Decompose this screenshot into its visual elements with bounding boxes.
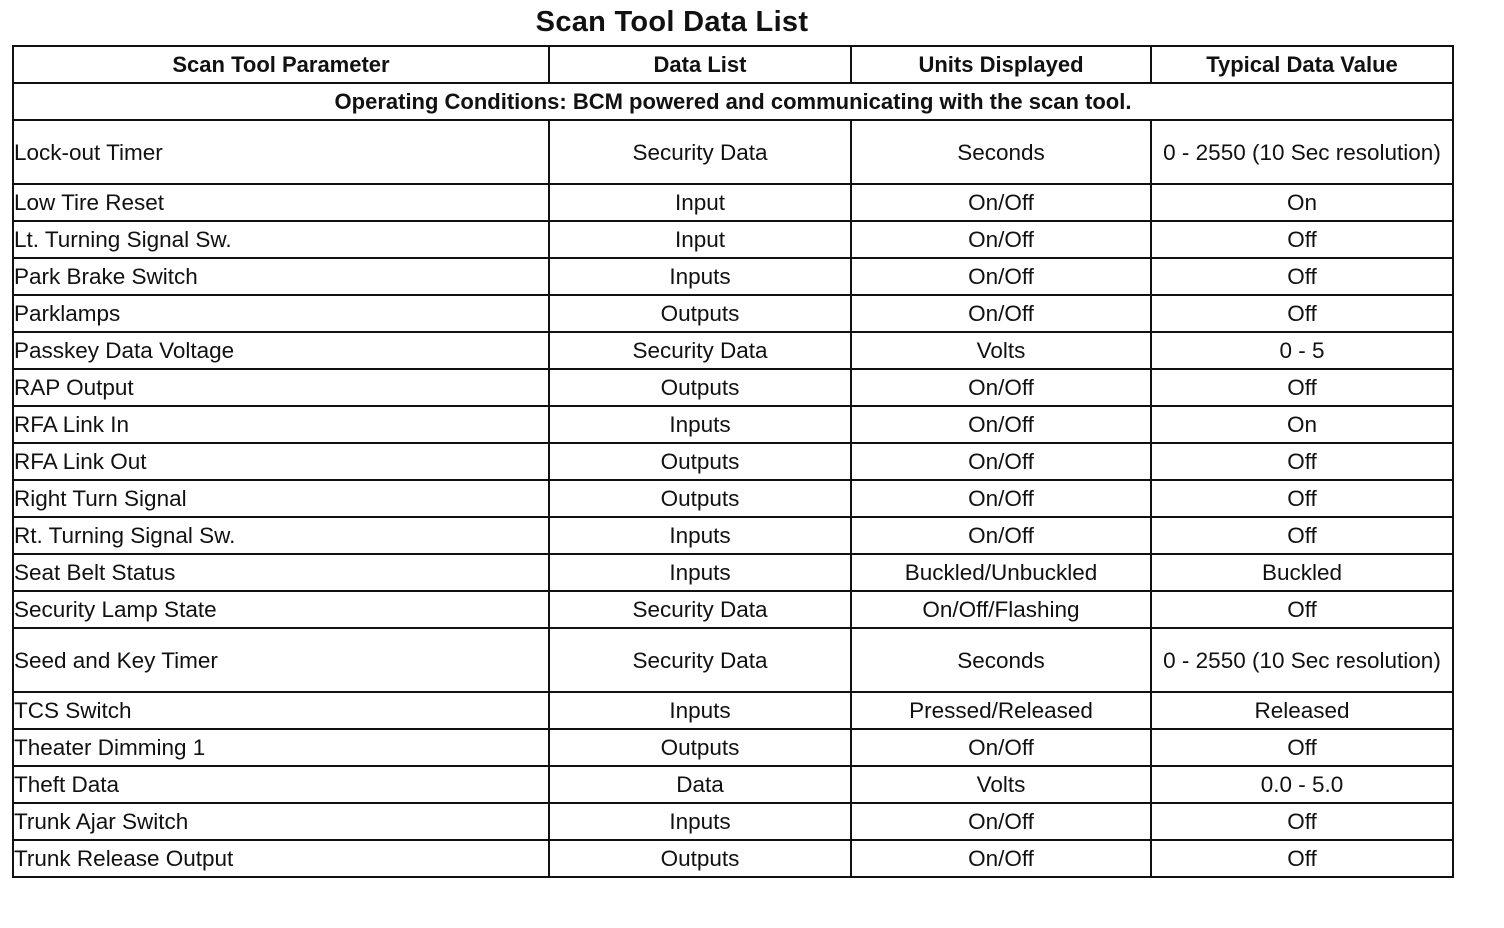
cell-units: On/Off	[851, 406, 1151, 443]
cell-typical-value: Off	[1151, 443, 1453, 480]
table-row	[13, 628, 1453, 692]
cell-units: On/Off	[851, 729, 1151, 766]
cell-typical-value: Off	[1151, 221, 1453, 258]
cell-units: On/Off	[851, 184, 1151, 221]
cell-parameter: Lt. Turning Signal Sw.	[13, 221, 549, 258]
cell-typical-value: 0 - 5	[1151, 332, 1453, 369]
cell-parameter: Theft Data	[13, 766, 549, 803]
cell-units: Buckled/Unbuckled	[851, 554, 1151, 591]
table-row	[13, 840, 1453, 877]
cell-parameter: Low Tire Reset	[13, 184, 549, 221]
cell-typical-value: Off	[1151, 591, 1453, 628]
cell-data-list: Security Data	[549, 332, 851, 369]
scan-tool-data-table	[12, 45, 1454, 878]
cell-data-list: Security Data	[549, 120, 851, 184]
cell-typical-value: Off	[1151, 258, 1453, 295]
cell-typical-value: Released	[1151, 692, 1453, 729]
cell-typical-value: On	[1151, 406, 1453, 443]
cell-units: On/Off	[851, 517, 1151, 554]
cell-parameter: Rt. Turning Signal Sw.	[13, 517, 549, 554]
cell-data-list: Inputs	[549, 517, 851, 554]
table-row	[13, 803, 1453, 840]
header-units: Units Displayed	[851, 46, 1151, 83]
table-row	[13, 766, 1453, 803]
cell-data-list: Outputs	[549, 480, 851, 517]
cell-units: On/Off	[851, 258, 1151, 295]
table-row	[13, 221, 1453, 258]
header-data-list: Data List	[549, 46, 851, 83]
cell-data-list: Input	[549, 221, 851, 258]
cell-data-list: Data	[549, 766, 851, 803]
cell-parameter: Passkey Data Voltage	[13, 332, 549, 369]
cell-parameter: Security Lamp State	[13, 591, 549, 628]
cell-typical-value: Off	[1151, 517, 1453, 554]
cell-units: Pressed/Released	[851, 692, 1151, 729]
cell-parameter: TCS Switch	[13, 692, 549, 729]
table-row	[13, 120, 1453, 184]
cell-parameter: Right Turn Signal	[13, 480, 549, 517]
table-row	[13, 591, 1453, 628]
operating-conditions: Operating Conditions: BCM powered and communicating with the scan tool.	[13, 83, 1453, 120]
cell-parameter: RFA Link Out	[13, 443, 549, 480]
cell-parameter: RFA Link In	[13, 406, 549, 443]
cell-data-list: Security Data	[549, 591, 851, 628]
cell-typical-value: On	[1151, 184, 1453, 221]
cell-units: Volts	[851, 766, 1151, 803]
cell-typical-value: 0.0 - 5.0	[1151, 766, 1453, 803]
cell-units: Volts	[851, 332, 1151, 369]
cell-units: On/Off	[851, 840, 1151, 877]
table-row	[13, 332, 1453, 369]
cell-units: On/Off/Flashing	[851, 591, 1151, 628]
cell-typical-value: Off	[1151, 729, 1453, 766]
table-row	[13, 480, 1453, 517]
table-row	[13, 184, 1453, 221]
cell-typical-value: 0 - 2550 (10 Sec resolution)	[1151, 120, 1453, 184]
table-row	[13, 517, 1453, 554]
cell-data-list: Security Data	[549, 628, 851, 692]
table-row	[13, 554, 1453, 591]
cell-units: On/Off	[851, 369, 1151, 406]
cell-parameter: Theater Dimming 1	[13, 729, 549, 766]
cell-data-list: Outputs	[549, 295, 851, 332]
cell-data-list: Outputs	[549, 443, 851, 480]
table-row	[13, 692, 1453, 729]
cell-units: On/Off	[851, 221, 1151, 258]
cell-typical-value: Off	[1151, 369, 1453, 406]
header-parameter: Scan Tool Parameter	[13, 46, 549, 83]
cell-parameter: RAP Output	[13, 369, 549, 406]
cell-data-list: Outputs	[549, 840, 851, 877]
cell-units: Seconds	[851, 628, 1151, 692]
cell-typical-value: Off	[1151, 295, 1453, 332]
page-title: Scan Tool Data List	[535, 6, 809, 38]
cell-data-list: Input	[549, 184, 851, 221]
operating-conditions-row	[13, 83, 1453, 120]
cell-data-list: Inputs	[549, 803, 851, 840]
cell-units: On/Off	[851, 295, 1151, 332]
cell-parameter: Seed and Key Timer	[13, 628, 549, 692]
cell-data-list: Outputs	[549, 729, 851, 766]
header-typical-value: Typical Data Value	[1151, 46, 1453, 83]
cell-data-list: Inputs	[549, 554, 851, 591]
table-row	[13, 729, 1453, 766]
cell-parameter: Parklamps	[13, 295, 549, 332]
table-row	[13, 258, 1453, 295]
cell-data-list: Inputs	[549, 692, 851, 729]
cell-typical-value: Buckled	[1151, 554, 1453, 591]
cell-units: On/Off	[851, 803, 1151, 840]
cell-parameter: Trunk Release Output	[13, 840, 549, 877]
cell-data-list: Inputs	[549, 258, 851, 295]
cell-units: On/Off	[851, 443, 1151, 480]
cell-data-list: Inputs	[549, 406, 851, 443]
cell-typical-value: 0 - 2550 (10 Sec resolution)	[1151, 628, 1453, 692]
cell-parameter: Park Brake Switch	[13, 258, 549, 295]
cell-typical-value: Off	[1151, 840, 1453, 877]
cell-typical-value: Off	[1151, 480, 1453, 517]
table-row	[13, 443, 1453, 480]
cell-typical-value: Off	[1151, 803, 1453, 840]
table-row	[13, 406, 1453, 443]
table-row	[13, 369, 1453, 406]
header-row	[13, 46, 1453, 83]
cell-parameter: Seat Belt Status	[13, 554, 549, 591]
cell-parameter: Trunk Ajar Switch	[13, 803, 549, 840]
cell-parameter: Lock-out Timer	[13, 120, 549, 184]
table-row	[13, 295, 1453, 332]
cell-units: On/Off	[851, 480, 1151, 517]
cell-data-list: Outputs	[549, 369, 851, 406]
cell-units: Seconds	[851, 120, 1151, 184]
